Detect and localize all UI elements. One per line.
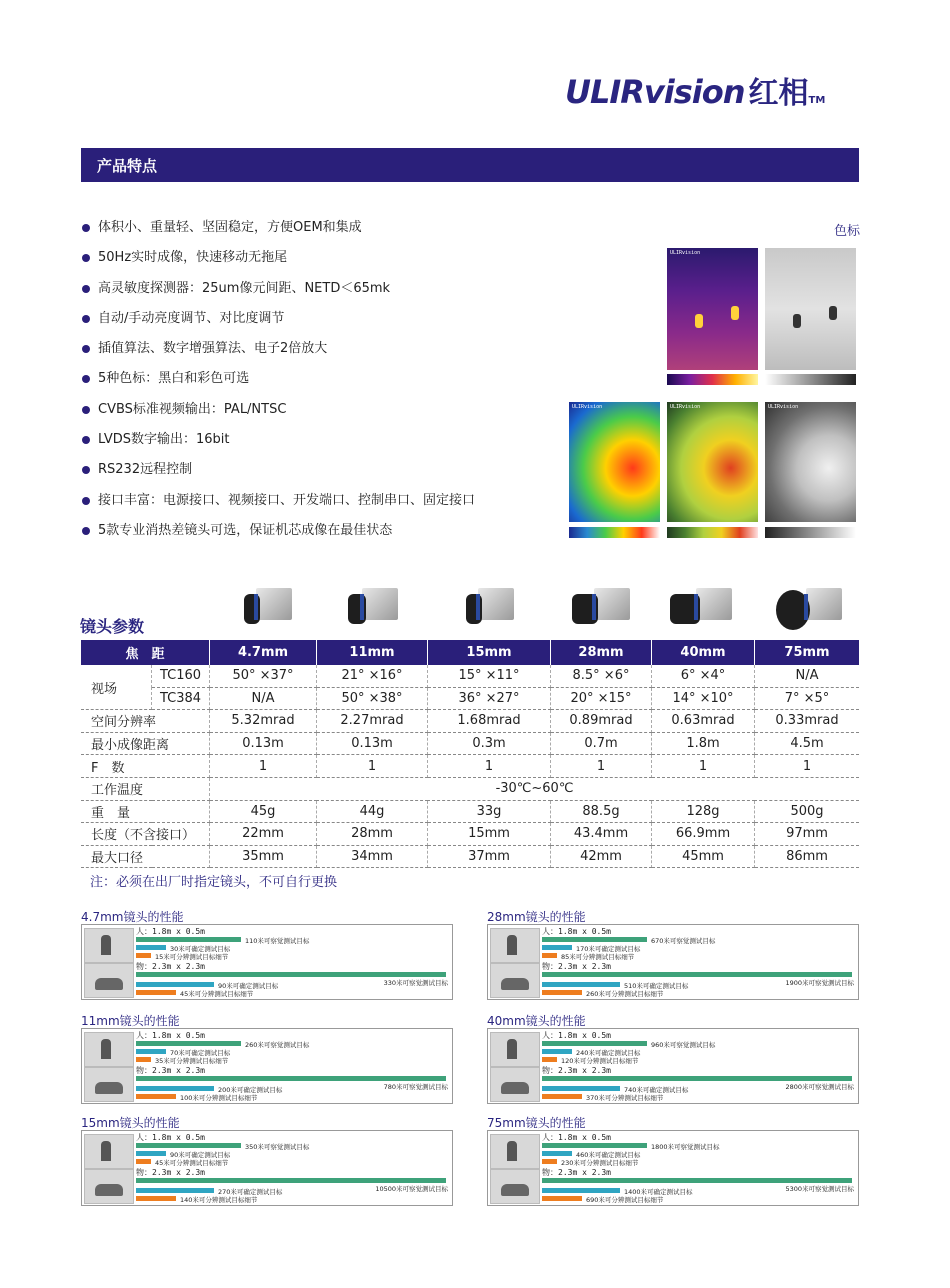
object-range-bar [136,1196,176,1201]
feature-text: 插值算法、数字增强算法、电子2倍放大 [98,341,328,357]
feature-text: RS232远程控制 [98,462,193,478]
person-size-label: 人：1.8m x 0.5m [542,927,611,936]
table-cell: 1 [551,755,652,778]
object-range-bar [136,982,214,987]
feature-text: CVBS标准视频输出：PAL/NTSC [98,401,287,417]
person-range-text: 15米可分辨测试目标细节 [155,953,229,961]
bullet-icon [82,527,90,535]
performance-chart [81,924,453,1000]
person-thumbnail [84,1134,134,1169]
person-range-text: 30米可确定测试目标 [170,945,231,953]
bullet-icon [82,466,90,474]
object-range-text: 90米可确定测试目标 [218,982,279,990]
row-label: 长度（不含接口） [81,823,210,846]
table-cell: 14° ×10° [652,687,755,710]
table-cell: 37mm [428,845,551,868]
feature-text: LVDS数字输出：16bit [98,432,230,448]
person-range-text: 230米可分辨测试目标细节 [561,1159,639,1167]
table-cell: 4.5m [755,732,860,755]
object-thumbnail [84,1169,134,1204]
logo-brand: ULIRvision [565,73,745,111]
row-label: 空间分辨率 [81,710,210,733]
object-thumbnail [84,1067,134,1102]
object-size-label: 物：2.3m x 2.3m [542,1168,611,1177]
person-range-bar [136,937,241,942]
person-size-label: 人：1.8m x 0.5m [136,1031,205,1040]
bullet-icon [82,497,90,505]
object-range-bar [136,1178,446,1183]
table-cell: 500g [755,800,860,823]
person-size-label: 人：1.8m x 0.5m [542,1133,611,1142]
performance-chart [81,1130,453,1206]
thermal-image-lava-car [667,402,758,522]
performance-title: 28mm镜头的性能 [487,910,586,924]
person-thumbnail [84,1032,134,1067]
object-range-bar [136,990,176,995]
table-cell: 0.3m [428,732,551,755]
performance-title: 11mm镜头的性能 [81,1014,180,1028]
object-size-label: 物：2.3m x 2.3m [542,1066,611,1075]
table-cell: 0.13m [317,732,428,755]
features-header [81,148,859,182]
table-cell: 88.5g [551,800,652,823]
thermal-image-ironbow-people [667,248,758,370]
image-tag: ULIRvision [670,250,701,256]
feature-item [80,279,550,309]
row-label: 工作温度 [81,777,210,800]
gray-scale [765,527,856,538]
table-header: 28mm [551,640,652,665]
table-cell: 2.27mrad [317,710,428,733]
performance-title: 4.7mm镜头的性能 [81,910,184,924]
bullet-icon [82,315,90,323]
person-range-text: 960米可察觉测试目标 [651,1041,716,1049]
row-label: F 数 [81,755,210,778]
object-thumbnail [490,1067,540,1102]
table-cell: 1 [652,755,755,778]
performance-chart [487,924,859,1000]
performance-block [81,1014,453,1106]
bullet-icon [82,254,90,262]
table-cell: 35mm [210,845,317,868]
performance-title: 15mm镜头的性能 [81,1116,180,1130]
features-title: 产品特点 [97,157,158,175]
feature-text: 5种色标：黑白和彩色可选 [98,371,250,387]
feature-text: 体积小、重量轻、坚固稳定，方便OEM和集成 [98,220,362,235]
object-range-bar [136,1188,214,1193]
bullet-icon [82,406,90,414]
feature-text: 自动/手动亮度调节、对比度调节 [98,310,285,326]
table-cell: 0.13m [210,732,317,755]
person-range-bar [136,1159,151,1164]
object-range-text: 1400米可确定测试目标 [624,1188,693,1196]
fov-label: 视场 [81,665,152,710]
object-range-text: 2800米可察觉测试目标 [785,1083,854,1091]
person-range-bar [542,1057,557,1062]
object-range-text: 100米可分辨测试目标细节 [180,1094,258,1102]
object-range-bar [542,990,582,995]
table-cell: 1 [755,755,860,778]
performance-title: 75mm镜头的性能 [487,1116,586,1130]
person-range-text: 170米可确定测试目标 [576,945,641,953]
table-cell: 0.7m [551,732,652,755]
performance-block [487,1116,859,1208]
table-cell: 33g [428,800,551,823]
person-range-bar [136,1049,166,1054]
table-cell: 36° ×27° [428,687,551,710]
table-cell: 128g [652,800,755,823]
object-range-bar [542,1196,582,1201]
object-range-bar [136,1094,176,1099]
feature-text: 5款专业消热差镜头可选，保证机芯成像在最佳状态 [98,522,393,538]
object-thumbnail [490,1169,540,1204]
table-header: 4.7mm [210,640,317,665]
table-row [81,777,859,800]
object-range-bar [136,1086,214,1091]
object-range-bar [542,1188,620,1193]
table-cell: 97mm [755,823,860,846]
feature-item [80,309,550,339]
table-cell: 1.8m [652,732,755,755]
person-size-label: 人：1.8m x 0.5m [542,1031,611,1040]
table-cell: 44g [317,800,428,823]
person-range-text: 120米可分辨测试目标细节 [561,1057,639,1065]
table-row [81,710,859,733]
table-cell: 20° ×15° [551,687,652,710]
brand-logo [565,68,865,111]
table-row [81,665,859,687]
bullet-icon [82,375,90,383]
person-range-bar [542,945,572,950]
table-header: 75mm [755,640,860,665]
performance-chart [487,1028,859,1104]
bullet-icon [82,285,90,293]
feature-item [80,430,550,460]
table-cell: 66.9mm [652,823,755,846]
performance-block [81,1116,453,1208]
fov-sub-label: TC384 [152,687,210,710]
rainbow-scale [569,527,660,538]
person-thumbnail [490,1032,540,1067]
object-range-text: 45米可分辨测试目标细节 [180,990,254,998]
table-cell: 7° ×5° [755,687,860,710]
person-range-bar [136,1143,241,1148]
person-thumbnail [84,928,134,963]
table-header: 焦 距 [81,640,210,665]
thermal-image-gray-car [765,402,856,522]
object-range-text: 690米可分辨测试目标细节 [586,1196,664,1204]
ironbow-scale [667,374,758,385]
object-range-text: 270米可确定测试目标 [218,1188,283,1196]
table-cell: -30℃~60℃ [210,777,860,800]
object-size-label: 物：2.3m x 2.3m [136,962,205,971]
table-header: 40mm [652,640,755,665]
row-label: 最小成像距离 [81,732,210,755]
palette-title: 色标 [833,224,860,239]
object-range-text: 370米可分辨测试目标细节 [586,1094,664,1102]
object-range-bar [542,972,852,977]
person-range-text: 85米可分辨测试目标细节 [561,953,635,961]
table-header: 11mm [317,640,428,665]
person-range-bar [136,945,166,950]
performance-block [487,910,859,1002]
fov-sub-label: TC160 [152,665,210,687]
person-range-text: 670米可察觉测试目标 [651,937,716,945]
table-cell: N/A [755,665,860,687]
table-cell: 15° ×11° [428,665,551,687]
feature-list [80,218,550,551]
row-label: 重 量 [81,800,210,823]
object-range-text: 330米可察觉测试目标 [383,979,448,987]
object-range-text: 200米可确定测试目标 [218,1086,283,1094]
feature-item [80,218,550,248]
feature-item [80,400,550,430]
table-row [81,755,859,778]
table-row [81,800,859,823]
lava-scale [667,527,758,538]
table-cell: 8.5° ×6° [551,665,652,687]
person-range-text: 110米可察觉测试目标 [245,937,310,945]
person-range-bar [136,1041,241,1046]
person-range-text: 45米可分辨测试目标细节 [155,1159,229,1167]
person-thumbnail [490,928,540,963]
feature-item [80,460,550,490]
feature-text: 50Hz实时成像，快速移动无拖尾 [98,250,288,266]
table-row [81,823,859,846]
table-cell: 34mm [317,845,428,868]
person-range-text: 260米可察觉测试目标 [245,1041,310,1049]
table-row [81,845,859,868]
object-size-label: 物：2.3m x 2.3m [542,962,611,971]
person-range-bar [542,953,557,958]
person-range-text: 460米可确定测试目标 [576,1151,641,1159]
person-range-text: 70米可确定测试目标 [170,1049,231,1057]
object-thumbnail [490,963,540,998]
feature-item [80,248,550,278]
table-cell: 50° ×37° [210,665,317,687]
feature-item [80,339,550,369]
object-range-bar [542,982,620,987]
object-range-bar [542,1094,582,1099]
object-thumbnail [84,963,134,998]
object-size-label: 物：2.3m x 2.3m [136,1168,205,1177]
performance-block [81,910,453,1002]
person-range-text: 90米可确定测试目标 [170,1151,231,1159]
table-cell: 42mm [551,845,652,868]
object-range-bar [542,1178,852,1183]
person-range-bar [136,1151,166,1156]
object-range-text: 260米可分辨测试目标细节 [586,990,664,998]
lens-title: 镜头参数 [80,617,145,636]
person-range-bar [542,1041,647,1046]
table-cell: N/A [210,687,317,710]
person-range-text: 350米可察觉测试目标 [245,1143,310,1151]
logo-cn: 红相 [748,76,809,111]
table-cell: 1.68mrad [428,710,551,733]
feature-text: 高灵敏度探测器：25um像元间距、NETD＜65mk [98,280,391,296]
object-range-bar [542,1086,620,1091]
object-range-text: 140米可分辨测试目标细节 [180,1196,258,1204]
thermal-image-rainbow-car [569,402,660,522]
image-tag: ULIRvision [768,404,799,410]
table-cell: 0.89mrad [551,710,652,733]
performance-block [487,1014,859,1106]
person-range-text: 1800米可察觉测试目标 [651,1143,720,1151]
performance-chart [81,1028,453,1104]
feature-item [80,369,550,399]
table-cell: 5.32mrad [210,710,317,733]
person-range-bar [542,1151,572,1156]
person-range-text: 35米可分辨测试目标细节 [155,1057,229,1065]
bullet-icon [82,345,90,353]
image-tag: ULIRvision [572,404,603,410]
table-row [81,687,859,710]
object-size-label: 物：2.3m x 2.3m [136,1066,205,1075]
person-range-bar [542,1159,557,1164]
row-label: 最大口径 [81,845,210,868]
thermal-image-white-people [765,248,856,370]
feature-item [80,521,550,551]
person-range-bar [136,1057,151,1062]
object-range-text: 10500米可察觉测试目标 [375,1185,448,1193]
object-range-bar [136,972,446,977]
table-cell: 0.63mrad [652,710,755,733]
person-range-bar [542,1049,572,1054]
bullet-icon [82,436,90,444]
object-range-bar [542,1076,852,1081]
table-cell: 1 [210,755,317,778]
person-size-label: 人：1.8m x 0.5m [136,927,205,936]
feature-item [80,491,550,521]
object-range-text: 780米可察觉测试目标 [383,1083,448,1091]
table-cell: 15mm [428,823,551,846]
person-range-text: 240米可确定测试目标 [576,1049,641,1057]
table-cell: 45mm [652,845,755,868]
person-range-bar [136,953,151,958]
person-range-bar [542,937,647,942]
table-cell: 22mm [210,823,317,846]
person-range-bar [542,1143,647,1148]
image-tag: ULIRvision [670,404,701,410]
person-size-label: 人：1.8m x 0.5m [136,1133,205,1142]
person-thumbnail [490,1134,540,1169]
table-cell: 6° ×4° [652,665,755,687]
table-header: 15mm [428,640,551,665]
table-cell: 21° ×16° [317,665,428,687]
table-cell: 50° ×38° [317,687,428,710]
table-cell: 43.4mm [551,823,652,846]
table-cell: 45g [210,800,317,823]
grayscale-scale [765,374,856,385]
table-cell: 1 [317,755,428,778]
performance-title: 40mm镜头的性能 [487,1014,586,1028]
object-range-bar [136,1076,446,1081]
feature-text: 接口丰富：电源接口、视频接口、开发端口、控制串口、固定接口 [98,492,476,508]
lens-spec-table [81,640,859,868]
object-range-text: 510米可确定测试目标 [624,982,689,990]
performance-chart [487,1130,859,1206]
bullet-icon [82,224,90,232]
logo-tm: TM [808,95,826,106]
lens-note: 注：必须在出厂时指定镜头，不可自行更换 [90,875,338,890]
table-cell: 28mm [317,823,428,846]
table-row [81,732,859,755]
object-range-text: 740米可确定测试目标 [624,1086,689,1094]
table-cell: 0.33mrad [755,710,860,733]
table-cell: 86mm [755,845,860,868]
table-cell: 1 [428,755,551,778]
object-range-text: 1900米可察觉测试目标 [785,979,854,987]
object-range-text: 5300米可察觉测试目标 [785,1185,854,1193]
